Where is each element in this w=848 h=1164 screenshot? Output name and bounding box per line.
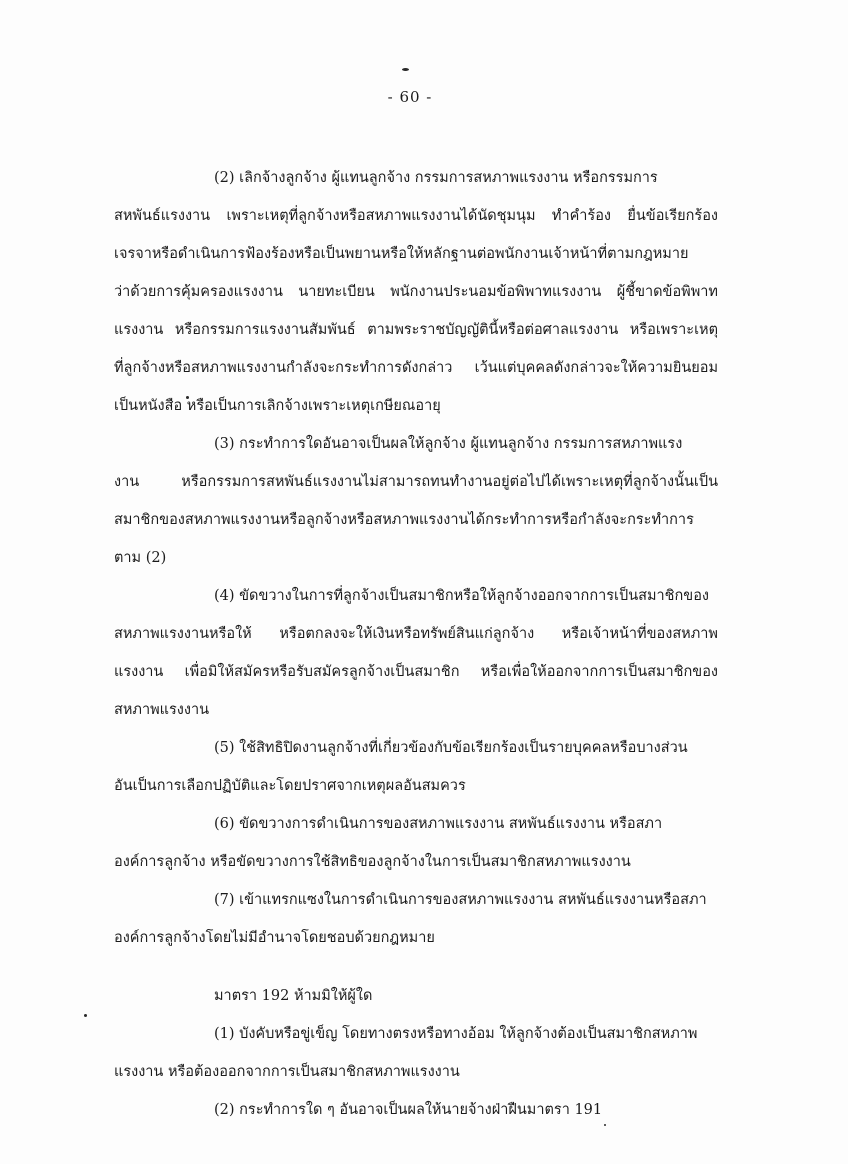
text-line: แรงงาน หรือต้องออกจากการเป็นสมาชิกสหภาพแรงงาน — [114, 1064, 460, 1080]
text-line: เจรจาหรือดำเนินการฟ้องร้องหรือเป็นพยานหรือให้หลักฐานต่อพนักงานเจ้าหน้าที่ตามกฎหมาย — [114, 246, 689, 262]
text-line: สหพันธ์แรงงาน เพราะเหตุที่ลูกจ้างหรือสหภาพแรงงานได้นัดชุมนุม ทำคำร้อง ยื่นข้อเรียกร้อง — [114, 208, 718, 224]
text-line: สหภาพแรงงาน — [114, 702, 210, 718]
scan-speck — [402, 68, 409, 71]
text-line: อันเป็นการเลือกปฏิบัติและโดยปราศจากเหตุผลอันสมควร — [114, 778, 466, 794]
text-line: แรงงาน เพื่อมิให้สมัครหรือรับสมัครลูกจ้างเป็นสมาชิก หรือเพื่อให้ออกจากการเป็นสมาชิกของ — [114, 664, 718, 680]
scan-speck — [604, 1124, 606, 1126]
text-line: (2) เลิกจ้างลูกจ้าง ผู้แทนลูกจ้าง กรรมการสหภาพแรงงาน หรือกรรมการ — [214, 170, 658, 186]
text-line: เป็นหนังสือ หรือเป็นการเลิกจ้างเพราะเหตุเกษียณอายุ — [114, 398, 441, 414]
text-line: ที่ลูกจ้างหรือสหภาพแรงงานกำลังจะกระทำการดังกล่าว เว้นแต่บุคคลดังกล่าวจะให้ความยินยอม — [114, 360, 718, 376]
text-line: (6) ขัดขวางการดำเนินการของสหภาพแรงงาน สหพันธ์แรงงาน หรือสภา — [214, 816, 663, 832]
text-line: สมาชิกของสหภาพแรงงานหรือลูกจ้างหรือสหภาพแรงงานได้กระทำการหรือกำลังจะกระทำการ — [114, 512, 694, 528]
text-line: องค์การลูกจ้างโดยไม่มีอำนาจโดยชอบด้วยกฎหมาย — [114, 930, 435, 946]
text-line: (5) ใช้สิทธิปิดงานลูกจ้างที่เกี่ยวข้องกับข้อเรียกร้องเป็นรายบุคคลหรือบางส่วน — [214, 740, 688, 756]
section-heading: มาตรา 192 ห้ามมิให้ผู้ใด — [214, 988, 373, 1004]
text-line: (3) กระทำการใดอันอาจเป็นผลให้ลูกจ้าง ผู้แทนลูกจ้าง กรรมการสหภาพแรง — [214, 436, 683, 452]
scan-speck — [84, 1014, 87, 1017]
text-line: ตาม (2) — [114, 550, 167, 566]
text-line: สหภาพแรงงานหรือให้ หรือตกลงจะให้เงินหรือทรัพย์สินแก่ลูกจ้าง หรือเจ้าหน้าที่ของสหภาพ — [114, 626, 718, 642]
text-line: (2) กระทำการใด ๆ อันอาจเป็นผลให้นายจ้างฝ่าฝืนมาตรา 191 — [214, 1102, 603, 1118]
text-line: องค์การลูกจ้าง หรือขัดขวางการใช้สิทธิของลูกจ้างในการเป็นสมาชิกสหภาพแรงงาน — [114, 854, 631, 870]
text-line: งาน หรือกรรมการสหพันธ์แรงงานไม่สามารถทนทำงานอยู่ต่อไปได้เพราะเหตุที่ลูกจ้างนั้นเป็น — [114, 474, 718, 490]
page-number: - 60 - — [387, 88, 433, 106]
text-line: (1) บังคับหรือขู่เข็ญ โดยทางตรงหรือทางอ้อม ให้ลูกจ้างต้องเป็นสมาชิกสหภาพ — [214, 1026, 698, 1042]
text-line: แรงงาน หรือกรรมการแรงงานสัมพันธ์ ตามพระราชบัญญัตินี้หรือต่อศาลแรงงาน หรือเพราะเหตุ — [114, 322, 718, 338]
text-line: (4) ขัดขวางในการที่ลูกจ้างเป็นสมาชิกหรือให้ลูกจ้างออกจากการเป็นสมาชิกของ — [214, 588, 709, 604]
text-line: ว่าด้วยการคุ้มครองแรงงาน นายทะเบียน พนักงานประนอมข้อพิพาทแรงงาน ผู้ชี้ขาดข้อพิพาท — [114, 284, 718, 300]
text-line: (7) เข้าแทรกแซงในการดำเนินการของสหภาพแรงงาน สหพันธ์แรงงานหรือสภา — [214, 892, 707, 908]
